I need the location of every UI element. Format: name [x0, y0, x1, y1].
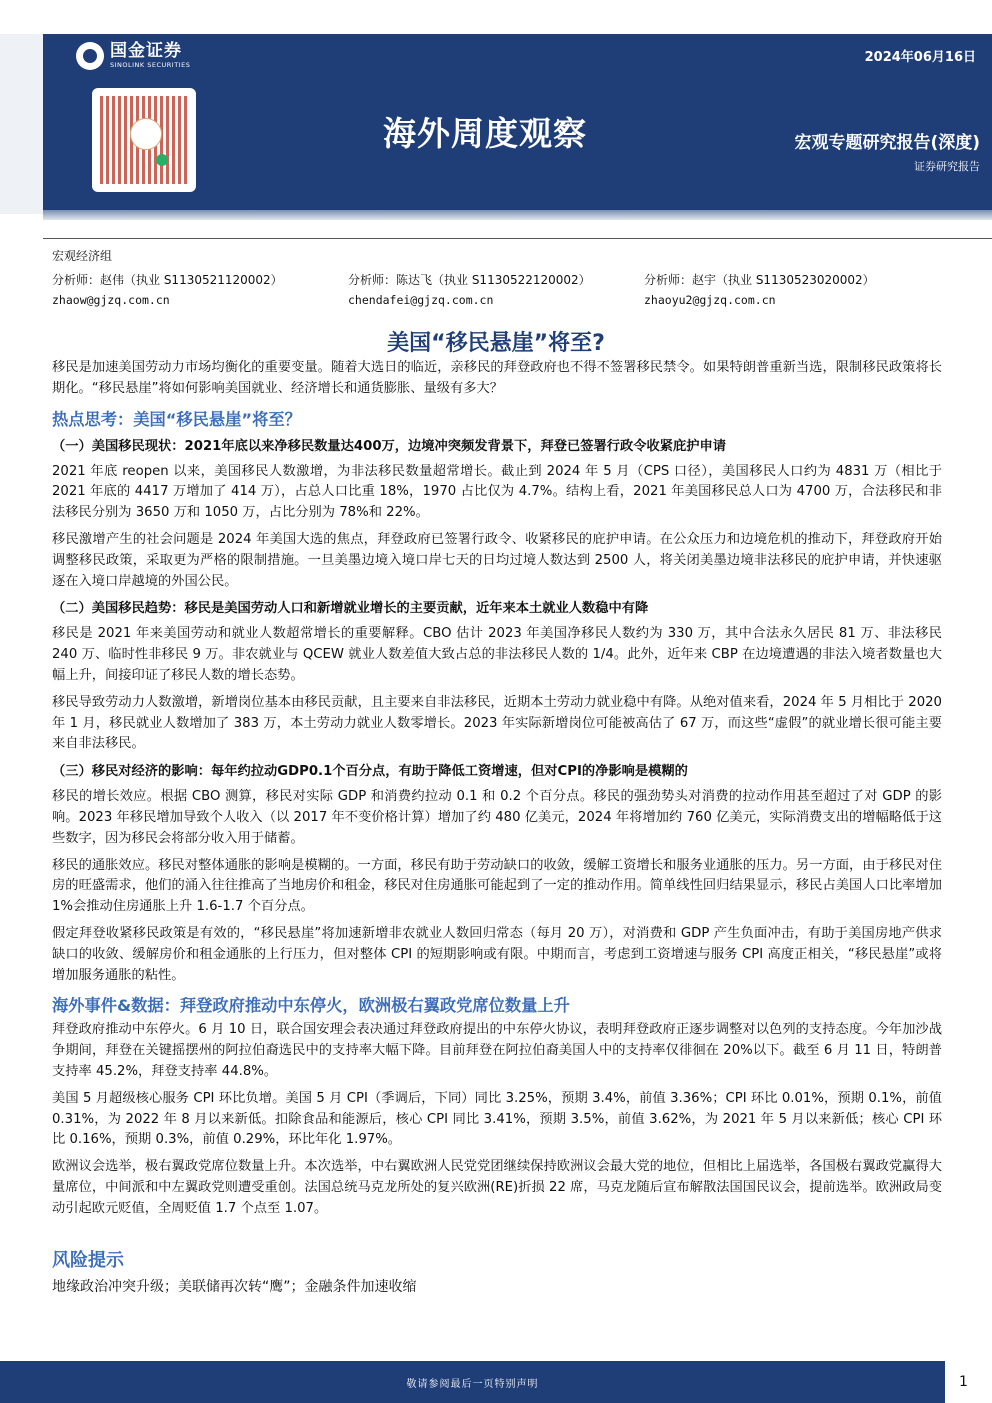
- paragraph: 移民导致劳动力人数激增，新增岗位基本由移民贡献，且主要来自非法移民，近期本土劳动力就业稳中有降。从绝对值来看，2024 年 5 月相比于 2020 年 1 月，移民就业人数增加了 383 万，本土劳动力就业人数零增长。2023 年实际新增岗位可能被高估了 67 万，而这些“虚假”的就业增长很可能主要来自非法移民。: [52, 694, 942, 752]
- header-shadow: [43, 210, 992, 220]
- company-logo: [76, 42, 190, 70]
- header-left-strip: [0, 34, 43, 214]
- paragraph: 假定拜登收紧移民政策是有效的，“移民悬崖”将加速新增非农就业人数回归常态（每月 20 万），对消费和 GDP 产生负面冲击，有助于美国房地产供求缺口的收敛、缓解房价和租金通胀的上行压力，但对整体 CPI 的短期影响或有限。中期而言，考虑到工资增速与服务 CPI 高度正相关，“移民悬崖”或将增加服务通胀的粘性。: [52, 925, 942, 983]
- report-type: 宏观专题研究报告(深度): [794, 133, 980, 153]
- divider: [43, 238, 992, 239]
- intro-paragraph: 移民是加速美国劳动力市场均衡化的重要变量。随着大选日的临近，亲移民的拜登政府也不得不签署移民禁令。如果特朗普重新当选，限制移民政策将长期化。“移民悬崖”将如何影响美国就业、经济增长和通货膨胀、量级有多大？: [52, 360, 942, 396]
- analyst-email[interactable]: zhaoyu2@gjzq.com.cn: [644, 293, 776, 307]
- page-number: 1: [959, 1374, 968, 1390]
- qr-code-icon: [92, 88, 196, 192]
- paragraph: 美国 5 月超级核心服务 CPI 环比负增。美国 5 月 CPI（季调后，下同）同比 3.25%，预期 3.4%，前值 3.36%；CPI 环比 0.01%，预期 0.1%，前值 0.31%，为 2022 年 8 月以来新低。扣除食品和能源后，核心 CPI 同比 3.41%，预期 3.5%，前值 3.62%，为 2021 年 5 月以来新低；核心 CPI 环比 0.16%，预期 0.3%，前值 0.29%，环比年化 1.97%。: [52, 1090, 942, 1148]
- logo-name-cn: 国金证券: [110, 41, 182, 61]
- report-category: 证券研究报告: [914, 160, 980, 173]
- report-date: 2024年06月16日: [864, 50, 976, 65]
- footer-notice[interactable]: 敬请参阅最后一页特别声明: [406, 1379, 539, 1390]
- paragraph: 移民激增产生的社会问题是 2024 年美国大选的焦点，拜登政府已签署行政令、收紧移民的庇护申请。在公众压力和边境危机的推动下，拜登政府开始调整移民政策，采取更为严格的限制措施。一旦美墨边境入境口岸七天的日均过境人数达到 2500 人，将关闭美墨边境非法移民的庇护申请，并快速驱逐在入境口岸越境的外国公民。: [52, 531, 942, 589]
- logo-icon: [76, 42, 104, 70]
- analyst-email[interactable]: chendafei@gjzq.com.cn: [348, 293, 494, 307]
- paragraph: 拜登政府推动中东停火。6 月 10 日，联合国安理会表决通过拜登政府提出的中东停火协议，表明拜登政府正逐步调整对以色列的支持态度。今年加沙战争期间，拜登在关键摇摆州的阿拉伯裔选民中的支持率大幅下降。目前拜登在阿拉伯裔美国人中的支持率仅徘徊在 20%以下。截至 6 月 11 日，特朗普支持率 45.2%，拜登支持率 44.8%。: [52, 1022, 942, 1079]
- subsection-heading: （一）美国移民现状：2021年底以来净移民数量达400万，边境冲突频发背景下，拜登已签署行政令收紧庇护申请: [52, 438, 727, 454]
- analyst-entry: [348, 270, 591, 310]
- paragraph: 移民的通胀效应。移民对整体通胀的影响是模糊的。一方面，移民有助于劳动缺口的收敛，缓解工资增长和服务业通胀的压力。另一方面，由于移民对住房的旺盛需求，他们的涌入往往推高了当地房价和租金，移民对住房通胀可能起到了一定的推动作用。简单线性回归结果显示，移民占美国人口比率增加 1%会推动住房通胀上升 1.6-1.7 个百分点。: [52, 857, 942, 915]
- paragraph: 欧洲议会选举，极右翼政党席位数量上升。本次选举，中右翼欧洲人民党党团继续保持欧洲议会最大党的地位，但相比上届选举，各国极右翼政党赢得大量席位，中间派和中左翼政党则遭受重创。法国总统马克龙所处的复兴欧洲(RE)折损 22 席，马克龙随后宣布解散法国国民议会，提前选举。欧洲政局变动引起欧元贬值，全周贬值 1.7 个点至 1.07。: [52, 1159, 942, 1216]
- paragraph: 移民是 2021 年来美国劳动和就业人数超常增长的重要解释。CBO 估计 2023 年美国净移民人数约为 330 万，其中合法永久居民 81 万、非法移民 240 万、临时性非移民 9 万。非农就业与 QCEW 就业人数差值大致占总的非法移民人数的 1/4。此外，近年来 CBP 在边境遭遇的非法入境者数量也大幅上升，间接印证了移民人数的增长态势。: [52, 626, 942, 683]
- section-heading: 热点思考：美国“移民悬崖”将至？: [52, 409, 301, 429]
- subsection-heading: （二）美国移民趋势：移民是美国劳动人口和新增就业增长的主要贡献，近年来本土就业人数稳中有降: [52, 601, 649, 617]
- paragraph: 移民的增长效应。根据 CBO 测算，移民对实际 GDP 和消费约拉动 0.1 和 0.2 个百分点。移民的强劲势头对消费的拉动作用甚至超过了对 GDP 的影响。2023 年移民增加导致个人收入（以 2017 年不变价格计算）增加了约 480 亿美元，2024 年将增加约 760 亿美元，实际消费支出的增幅略低于这些数字，因为移民会将部分收入用于储蓄。: [52, 789, 942, 846]
- report-body: [52, 358, 942, 1226]
- subsection-heading: （三）移民对经济的影响：每年约拉动GDP0.1个百分点，有助于降低工资增速，但对CPI的净影响是模糊的: [52, 764, 688, 780]
- analyst-name: 分析师：赵宇（执业 S1130523020002）: [644, 273, 875, 287]
- report-series-title: 海外周度观察: [383, 114, 587, 153]
- logo-name-en: SINOLINK SECURITIES: [110, 61, 191, 69]
- section-heading: 海外事件&数据：拜登政府推动中东停火，欧洲极右翼政党席位数量上升: [52, 996, 570, 1016]
- analyst-name: 分析师：赵伟（执业 S1130521120002）: [52, 273, 283, 287]
- risk-text: 地缘政治冲突升级；美联储再次转“鹰”；金融条件加速收缩: [52, 1279, 417, 1295]
- analyst-name: 分析师：陈达飞（执业 S1130522120002）: [348, 273, 591, 287]
- document-title: 美国“移民悬崖”将至?: [387, 331, 605, 356]
- analyst-entry: [644, 270, 875, 310]
- paragraph: 2021 年底 reopen 以来，美国移民人数激增，为非法移民数量超常增长。截止到 2024 年 5 月（CPS 口径），美国移民人口约为 4831 万（相比于 2021 年底的 4417 万增加了 414 万），占总人口比重 18%，1970 占比仅为 4.7%。结构上看，2021 年美国移民总人口为 4700 万，合法移民和非法移民分别为 3650 万和 1050 万，占比分别为 78%和 22%。: [52, 463, 942, 521]
- research-group: 宏观经济组: [52, 249, 113, 263]
- analyst-email[interactable]: zhaow@gjzq.com.cn: [52, 293, 170, 307]
- analyst-entry: [52, 270, 283, 310]
- risk-heading: 风险提示: [52, 1250, 124, 1271]
